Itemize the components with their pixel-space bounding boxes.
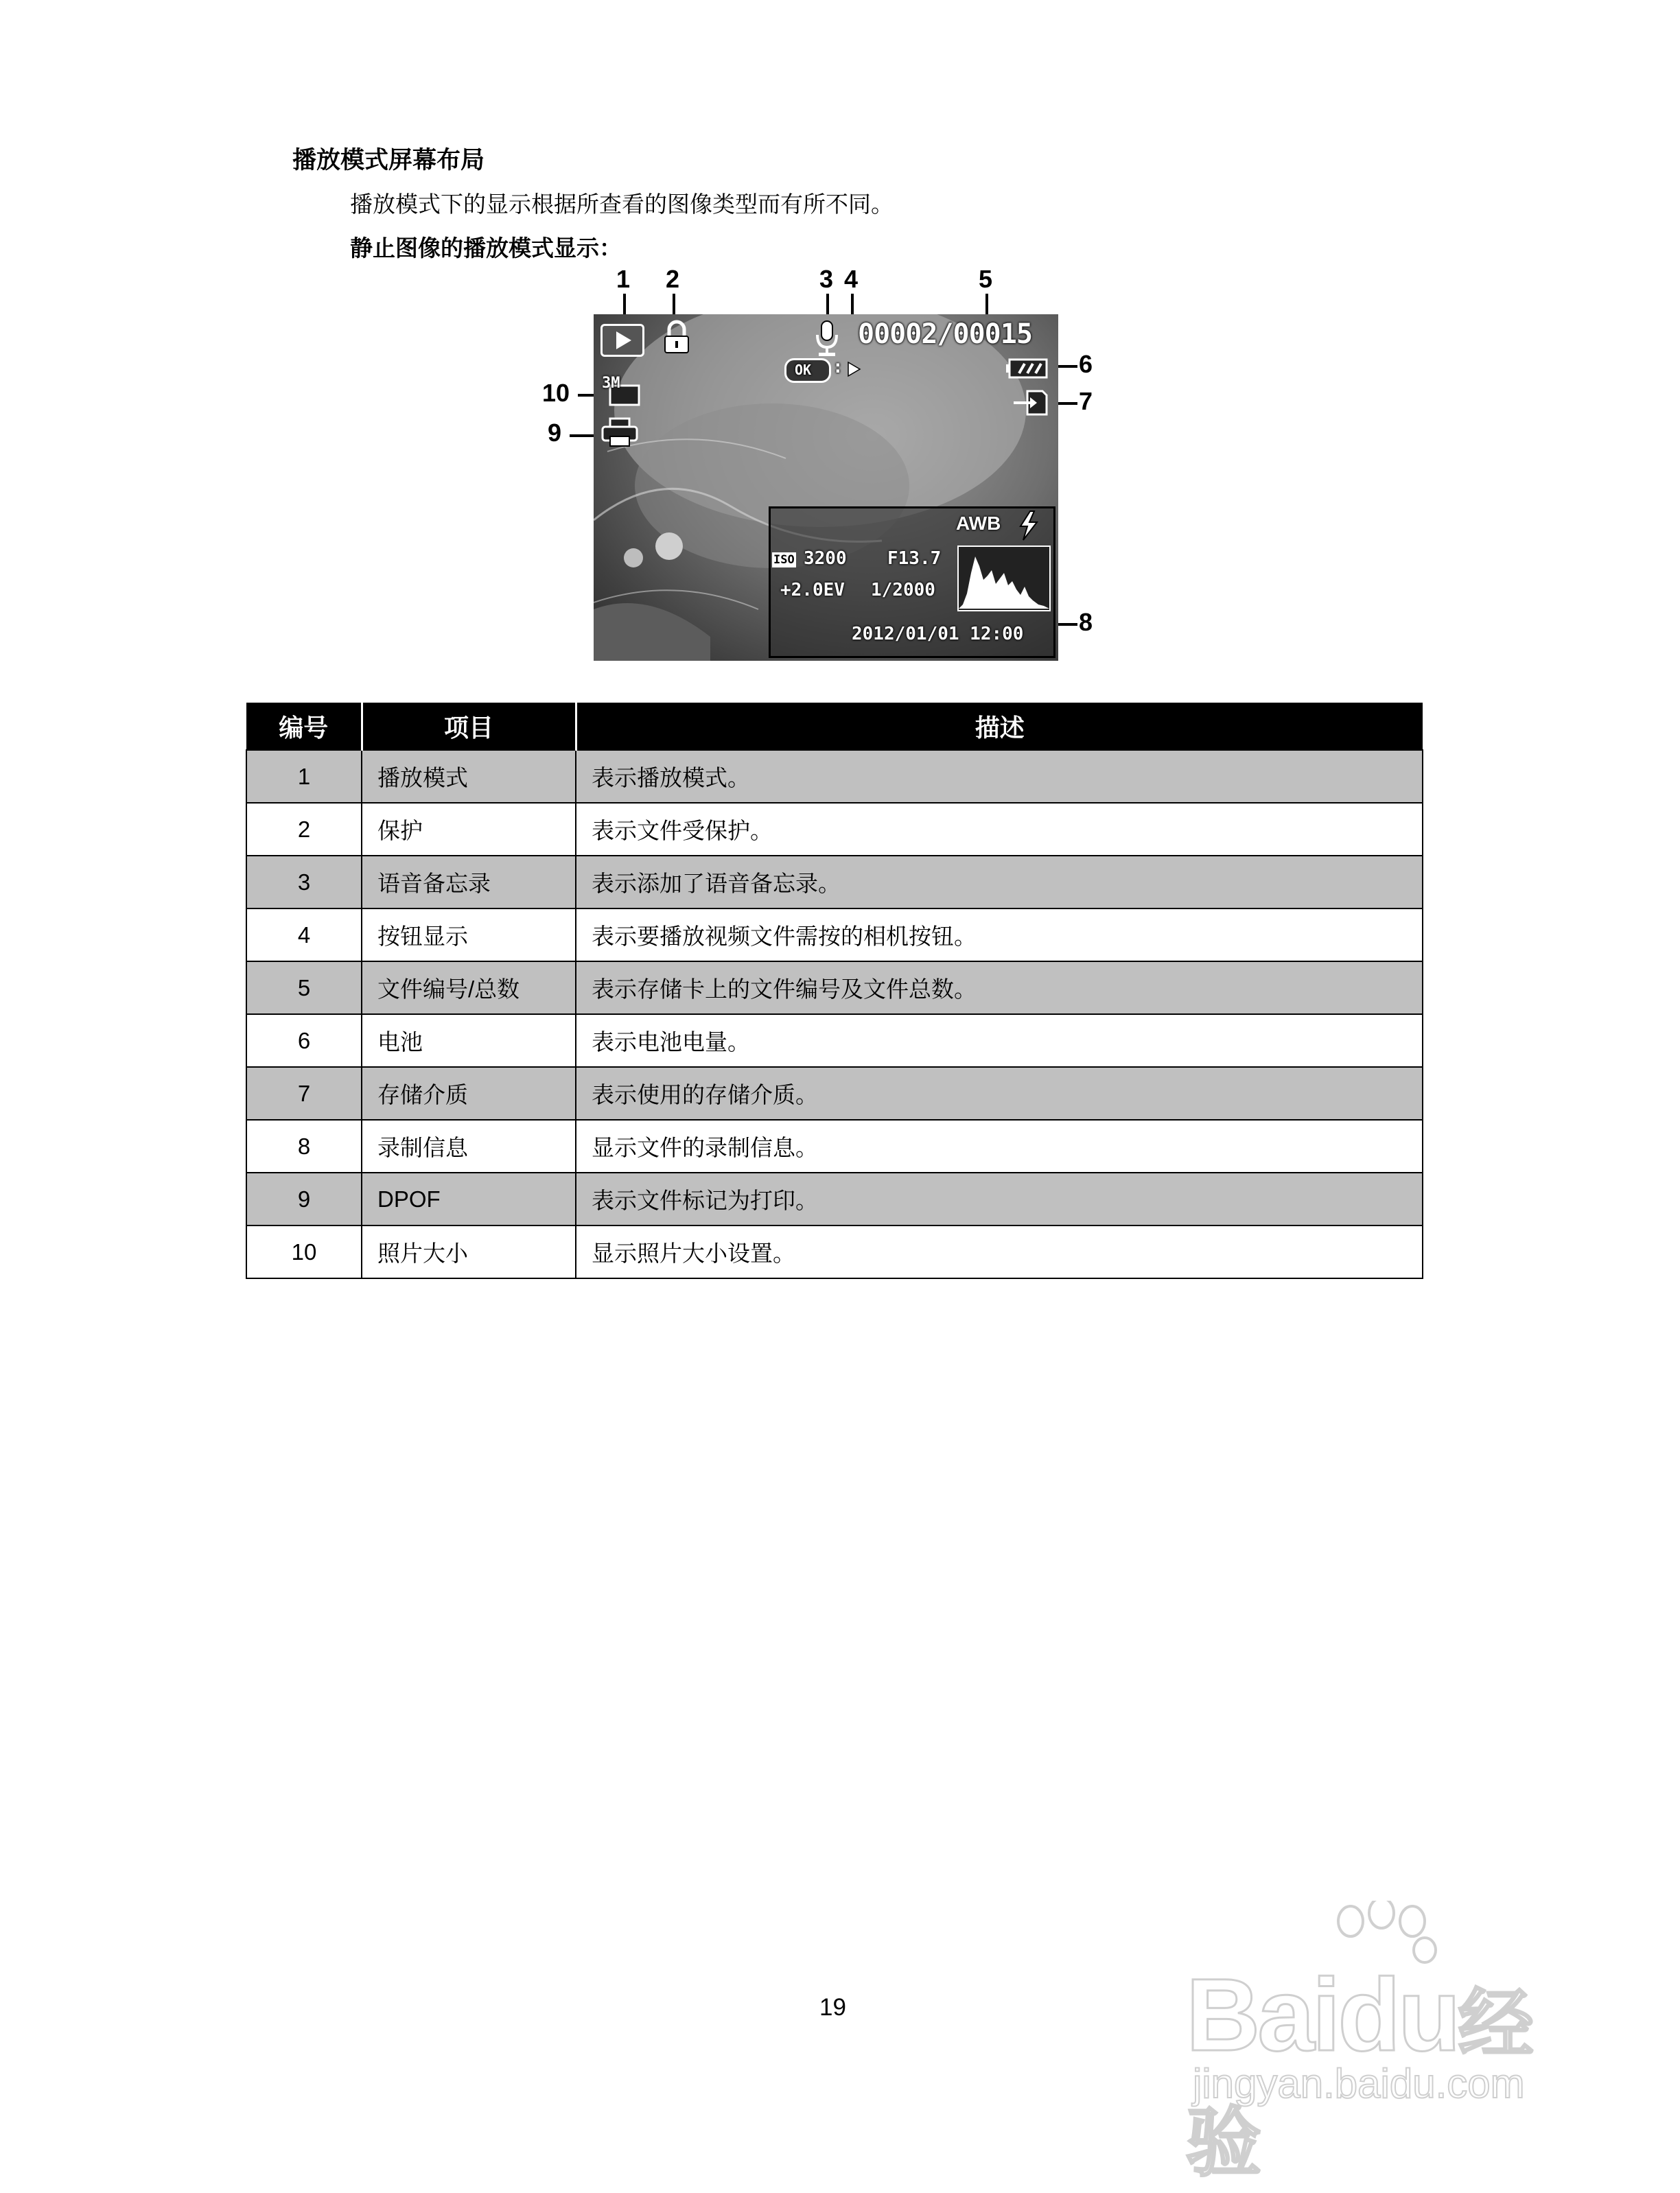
cell-number: 9	[246, 1173, 362, 1226]
image-size-icon: 3M	[600, 376, 642, 406]
microphone-icon	[813, 320, 841, 358]
play-small-icon	[846, 361, 861, 377]
callout-10: 10	[542, 379, 570, 407]
table-row	[246, 961, 1423, 1014]
cell-description: 显示文件的录制信息。	[576, 1120, 1423, 1173]
aperture-value: F13.7	[887, 548, 942, 569]
cell-item: 播放模式	[362, 750, 576, 803]
ev-value: +2.0EV	[780, 580, 845, 600]
cell-number: 4	[246, 908, 362, 961]
cell-item: 保护	[362, 803, 576, 856]
callout-2: 2	[666, 265, 680, 293]
section-title: 播放模式屏幕布局	[292, 147, 485, 174]
recording-info-panel	[769, 506, 1055, 658]
callout-4: 4	[844, 265, 859, 293]
cell-number: 3	[246, 856, 362, 908]
cell-item: 照片大小	[362, 1226, 576, 1278]
table-row	[246, 803, 1423, 856]
table-row	[246, 1226, 1423, 1278]
battery-icon	[1005, 357, 1049, 380]
cell-description: 显示照片大小设置。	[576, 1226, 1423, 1278]
callout-6: 6	[1079, 350, 1093, 378]
cell-item: DPOF	[362, 1173, 576, 1226]
histogram-icon	[957, 546, 1051, 611]
cell-number: 1	[246, 750, 362, 803]
callout-7: 7	[1079, 387, 1093, 415]
cell-description: 表示使用的存储介质。	[576, 1067, 1423, 1120]
cell-description: 表示添加了语音备忘录。	[576, 856, 1423, 908]
icon-description-table	[246, 703, 1423, 1279]
subheading: 静止图像的播放模式显示：	[350, 235, 622, 261]
table-header-row	[246, 703, 1423, 750]
page-number: 19	[819, 1994, 846, 2021]
callout-5: 5	[979, 265, 993, 293]
callout-8: 8	[1079, 608, 1093, 636]
header-description: 描述	[576, 703, 1423, 750]
callout-9: 9	[548, 419, 562, 447]
lock-icon	[661, 320, 692, 355]
shutter-value: 1/2000	[871, 580, 935, 600]
cell-item: 存储介质	[362, 1067, 576, 1120]
cell-item: 按钮显示	[362, 908, 576, 961]
iso-value: 3200	[804, 548, 847, 569]
cell-number: 7	[246, 1067, 362, 1120]
memory-card-icon	[1012, 388, 1048, 417]
file-counter: 00002/00015	[858, 318, 1032, 350]
ok-separator: :	[832, 357, 843, 377]
table-row	[246, 1120, 1423, 1173]
table-row	[246, 908, 1423, 961]
cell-number: 2	[246, 803, 362, 856]
cell-number: 5	[246, 961, 362, 1014]
cell-item: 电池	[362, 1014, 576, 1067]
ok-button-icon: OK	[784, 358, 831, 383]
iso-badge: ISO	[773, 553, 795, 567]
table-row	[246, 1173, 1423, 1226]
cell-description: 表示要播放视频文件需按的相机按钮。	[576, 908, 1423, 961]
cell-description: 表示文件标记为打印。	[576, 1173, 1423, 1226]
playback-screen-diagram	[535, 261, 1167, 672]
table-row	[246, 750, 1423, 803]
cell-number: 8	[246, 1120, 362, 1173]
intro-text: 播放模式下的显示根据所查看的图像类型而有所不同。	[350, 191, 894, 218]
cell-description: 表示存储卡上的文件编号及文件总数。	[576, 961, 1423, 1014]
callout-1: 1	[616, 265, 631, 293]
header-number: 编号	[246, 703, 362, 750]
watermark-url: jingyan.baidu.com	[1193, 2061, 1525, 2107]
cell-description: 表示电池电量。	[576, 1014, 1423, 1067]
flash-icon	[1015, 510, 1041, 541]
baidu-watermark	[1186, 1901, 1570, 2185]
cell-item: 文件编号/总数	[362, 961, 576, 1014]
camera-lcd-screen	[594, 314, 1058, 661]
table-row	[246, 856, 1423, 908]
watermark-brand: Baidu经验	[1186, 1957, 1531, 2185]
table-row	[246, 1014, 1423, 1067]
cell-item: 录制信息	[362, 1120, 576, 1173]
cell-number: 10	[246, 1226, 362, 1278]
header-item: 项目	[362, 703, 576, 750]
datetime: 2012/01/01 12:00	[852, 624, 1024, 644]
cell-item: 语音备忘录	[362, 856, 576, 908]
cell-description: 表示播放模式。	[576, 750, 1423, 803]
table-row	[246, 1067, 1423, 1120]
awb-label: AWB	[956, 513, 1001, 534]
printer-icon	[600, 417, 639, 449]
cell-description: 表示文件受保护。	[576, 803, 1423, 856]
cell-number: 6	[246, 1014, 362, 1067]
callout-3: 3	[819, 265, 834, 293]
play-icon	[600, 324, 644, 357]
